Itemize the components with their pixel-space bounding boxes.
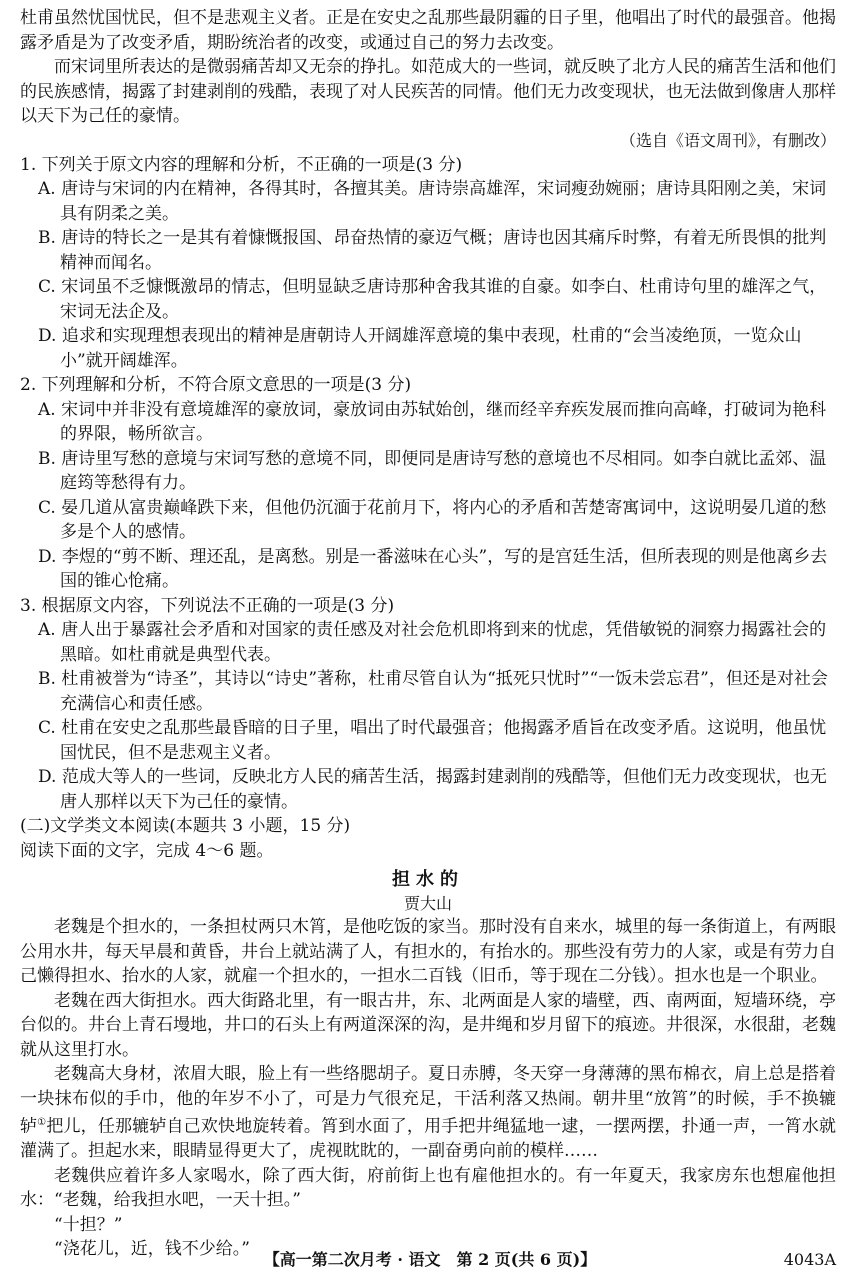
option-b: B. 唐诗的特长之一是其有着慷慨报国、昂奋热情的豪迈气概；唐诗也因其痛斥时弊，有着无所畏惧的批判精神而闻名。 xyxy=(38,228,827,273)
option-d: D. 李煜的“剪不断、理还乱，是离愁。别是一番滋味在心头”，写的是宫廷生活，但所表现的则是他离乡去国的锥心怆痛。 xyxy=(38,546,828,591)
option-c: C. 杜甫在安史之乱那些最昏暗的日子里，唱出了时代最强音；他揭露矛盾旨在改变矛盾。这说明，他虽忧国忧民，但不是悲观主义者。 xyxy=(38,718,827,763)
option-a: A. 唐诗与宋词的内在精神，各得其时，各擅其美。唐诗崇高雄浑，宋词瘦劲婉丽；唐诗具阳刚之美，宋词具有阴柔之美。 xyxy=(38,179,827,224)
story-dialogue-2: “浇花儿，近，钱不少给。” xyxy=(54,1239,250,1260)
question-1 xyxy=(20,153,836,374)
story-paragraph-1: 老魏是个担水的，一条担杖两只木筲，是他吃饭的家当。那时没有自来水，城里的每一条街道上，有两眼公用水井，每天早晨和黄昏，井台上就站满了人，有担水的，有抬水的。那些没有劳力的人家，或是有劳力自己懒得担水、抬水的人家，就雇一个担水的，一担水二百钱（旧币，等于现在二分钱）。担水也是一个职业。 xyxy=(20,917,836,986)
section-instruction: 阅读下面的文字，完成 4～6 题。 xyxy=(20,840,274,861)
story-paragraph-2: 老魏在西大街担水。西大街路北里，有一眼古井，东、北两面是人家的墙壁，西、南两面，短墙环绕，亭台似的。井台上青石墁地，井口的石头上有两道深深的沟，是井绳和岁月留下的痕迹。井很深，水很甜，老魏就从这里打水。 xyxy=(20,990,836,1060)
question-3 xyxy=(20,594,836,815)
source-note: （选自《语文周刊》，有删改） xyxy=(619,130,836,150)
intro-paragraph-1: 杜甫虽然忧国忧民，但不是悲观主义者。正是在安史之乱那些最阴霾的日子里，他唱出了时代的最强音。他揭露矛盾是为了改变矛盾，期盼统治者的改变，或通过自己的努力去改变。 xyxy=(20,8,836,53)
question-stem: 1. 下列关于原文内容的理解和分析，不正确的一项是(3 分) xyxy=(20,154,463,175)
story-paragraph-3 xyxy=(20,1062,836,1164)
section-heading: (二)文学类文本阅读(本题共 3 小题，15 分) xyxy=(20,816,351,836)
footer-exam-code: 4043A xyxy=(783,1250,836,1269)
intro-paragraph-2: 而宋词里所表达的是微弱痛苦却又无奈的挣扎。如范成大的一些词，就反映了北方人民的痛苦生活和他们的民族感情，揭露了封建剥削的残酷，表现了对人民疾苦的同情。他们无力改变现状，也无法做到像唐人那样以天下为己任的豪情。 xyxy=(20,57,836,126)
option-a: A. 唐人出于暴露社会矛盾和对国家的责任感及对社会危机即将到来的忧虑，凭借敏锐的洞察力揭露社会的黑暗。如杜甫就是典型代表。 xyxy=(38,620,827,665)
option-a: A. 宋词中并非没有意境雄浑的豪放词，豪放词由苏轼始创，继而经辛弃疾发展而推向高峰，打破词为艳科的界限，畅所欲言。 xyxy=(38,399,827,444)
option-b: B. 杜甫被誉为“诗圣”，其诗以“诗史”著称，杜甫尽管自认为“抵死只忧时”“一饭未尝忘君”，但还是对社会充满信心和责任感。 xyxy=(38,669,828,714)
option-d: D. 追求和实现理想表现出的精神是唐朝诗人开阔雄浑意境的集中表现，杜甫的“会当凌绝顶，一览众山小”就开阔雄浑。 xyxy=(38,326,802,371)
option-d: D. 范成大等人的一些词，反映北方人民的痛苦生活，揭露封建剥削的残酷等，但他们无力改变现状，也无唐人那样以天下为己任的豪情。 xyxy=(38,767,827,812)
story-paragraph-3-part-2: 把儿，任那辘轳自己欢快地旋转着。筲到水面了，用手把井绳猛地一逮，一摆两摆，扑通一声，一筲水就灌满了。担起水来，眼睛显得更大了，虎视眈眈的，一副奋勇向前的模样…… xyxy=(20,1116,836,1162)
story-paragraph-4: 老魏供应着许多人家喝水，除了西大街，府前街上也有雇他担水的。有一年夏天，我家房东也想雇他担水：“老魏，给我担水吧，一天十担。” xyxy=(20,1165,836,1211)
option-b: B. 唐诗里写愁的意境与宋词写愁的意境不同，即便同是唐诗写愁的意境也不尽相同。如李白就比孟郊、温庭筠等愁得有力。 xyxy=(38,448,827,493)
question-stem: 2. 下列理解和分析，不符合原文意思的一项是(3 分) xyxy=(20,375,412,395)
page-footer xyxy=(0,1249,860,1271)
story xyxy=(20,867,836,1262)
question-stem: 3. 根据原文内容，下列说法不正确的一项是(3 分) xyxy=(20,595,395,616)
story-dialogue-1: “十担？” xyxy=(54,1214,123,1235)
footnote-marker: ① xyxy=(37,1117,47,1128)
footer-page-info: 【高一第二次月考 · 语文 第 2 页(共 6 页)】 xyxy=(263,1250,597,1269)
option-c: C. 宋词虽不乏慷慨激昂的情志，但明显缺乏唐诗那种舍我其谁的自豪。如李白、杜甫诗句里的雄浑之气，宋词无法企及。 xyxy=(38,277,827,322)
option-c: C. 晏几道从富贵巅峰跌下来，但他仍沉湎于花前月下，将内心的矛盾和苦楚寄寓词中，这说明晏几道的愁多是个人的感情。 xyxy=(38,497,827,542)
story-author: 贾大山 xyxy=(403,894,452,913)
story-title: 担水的 xyxy=(392,869,464,890)
story-paragraph-3-part-1: 老魏高大身材，浓眉大眼，脸上有一些络腮胡子。夏日赤膊，冬天穿一身薄薄的黑布棉衣，肩上总是搭着一块抹布似的手巾，他的年岁不小了，可是力气很充足，干活利落又热闹。朝井里“放筲”的时候，手不换辘轳 xyxy=(20,1064,836,1137)
question-2 xyxy=(20,373,836,594)
